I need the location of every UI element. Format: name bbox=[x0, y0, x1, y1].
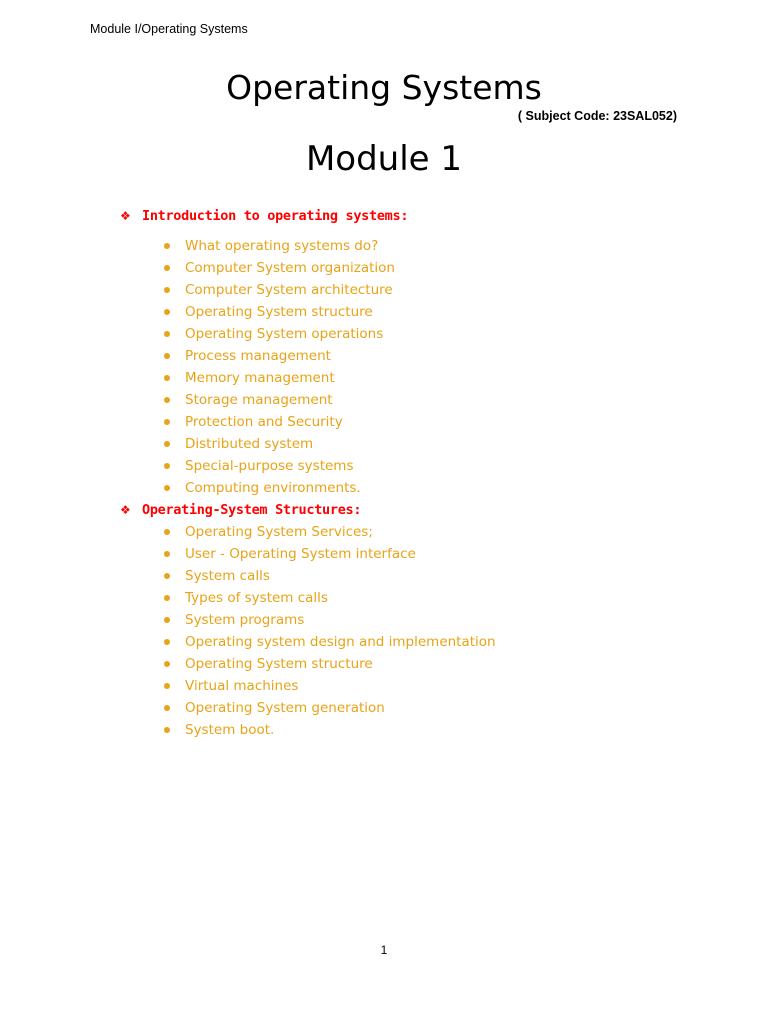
section-heading-text: Introduction to operating systems: bbox=[142, 208, 409, 224]
section-heading bbox=[120, 499, 496, 521]
list-item-text: What operating systems do? bbox=[185, 238, 379, 254]
topic-list bbox=[120, 521, 496, 741]
list-item-text: System boot. bbox=[185, 722, 275, 738]
bullet-icon bbox=[164, 353, 170, 359]
bullet-icon bbox=[164, 463, 170, 469]
list-item-text: Distributed system bbox=[185, 436, 314, 452]
bullet-icon bbox=[164, 397, 170, 403]
list-item bbox=[120, 653, 496, 675]
section-structures bbox=[120, 499, 496, 741]
document-title: Operating Systems bbox=[226, 68, 542, 107]
list-item bbox=[120, 565, 496, 587]
running-header: Module I/Operating Systems bbox=[90, 22, 248, 36]
list-item-text: Types of system calls bbox=[185, 590, 328, 606]
bullet-icon bbox=[164, 727, 170, 733]
list-item-text: Storage management bbox=[185, 392, 333, 408]
list-item bbox=[120, 543, 496, 565]
list-item bbox=[120, 697, 496, 719]
list-item bbox=[120, 345, 408, 367]
list-item bbox=[120, 455, 408, 477]
bullet-icon bbox=[164, 309, 170, 315]
list-item-text: Computer System organization bbox=[185, 260, 395, 276]
list-item-text: Computer System architecture bbox=[185, 282, 393, 298]
list-item-text: Operating System structure bbox=[185, 304, 373, 320]
list-item bbox=[120, 675, 496, 697]
list-item bbox=[120, 609, 496, 631]
bullet-icon bbox=[164, 639, 170, 645]
bullet-icon bbox=[164, 331, 170, 337]
section-heading-text: Operating-System Structures: bbox=[142, 502, 362, 518]
list-item-text: System calls bbox=[185, 568, 270, 584]
bullet-icon bbox=[164, 595, 170, 601]
list-item-text: Memory management bbox=[185, 370, 335, 386]
bullet-icon bbox=[164, 573, 170, 579]
list-item bbox=[120, 477, 408, 499]
list-item-text: Virtual machines bbox=[185, 678, 299, 694]
bullet-icon bbox=[164, 375, 170, 381]
list-item-text: Operating System generation bbox=[185, 700, 385, 716]
bullet-icon bbox=[164, 287, 170, 293]
topic-list bbox=[120, 235, 408, 499]
bullet-icon bbox=[164, 441, 170, 447]
page-number: 1 bbox=[380, 943, 388, 957]
list-item bbox=[120, 279, 408, 301]
list-item-text: Special-purpose systems bbox=[185, 458, 354, 474]
module-title: Module 1 bbox=[305, 139, 463, 179]
list-item-text: User - Operating System interface bbox=[185, 546, 416, 562]
bullet-icon bbox=[164, 485, 170, 491]
list-item-text: Computing environments. bbox=[185, 480, 361, 496]
list-item bbox=[120, 323, 408, 345]
list-item bbox=[120, 587, 496, 609]
bullet-icon bbox=[164, 683, 170, 689]
list-item bbox=[120, 719, 496, 741]
list-item bbox=[120, 521, 496, 543]
section-introduction bbox=[120, 205, 408, 499]
list-item bbox=[120, 235, 408, 257]
list-item bbox=[120, 433, 408, 455]
list-item bbox=[120, 367, 408, 389]
bullet-icon bbox=[164, 705, 170, 711]
bullet-icon bbox=[164, 529, 170, 535]
list-item-text: Protection and Security bbox=[185, 414, 343, 430]
bullet-icon bbox=[164, 265, 170, 271]
list-item bbox=[120, 389, 408, 411]
bullet-icon bbox=[164, 243, 170, 249]
subject-code: ( Subject Code: 23SAL052) bbox=[517, 109, 677, 123]
section-heading bbox=[120, 205, 408, 227]
list-item bbox=[120, 631, 496, 653]
list-item-text: System programs bbox=[185, 612, 305, 628]
bullet-icon bbox=[164, 617, 170, 623]
list-item bbox=[120, 257, 408, 279]
bullet-icon bbox=[164, 661, 170, 667]
diamond-bullet-icon: ❖ bbox=[120, 209, 131, 223]
diamond-bullet-icon: ❖ bbox=[120, 503, 131, 517]
list-item bbox=[120, 411, 408, 433]
bullet-icon bbox=[164, 551, 170, 557]
list-item-text: Process management bbox=[185, 348, 331, 364]
list-item-text: Operating system design and implementation bbox=[185, 634, 496, 650]
list-item-text: Operating System structure bbox=[185, 656, 373, 672]
list-item-text: Operating System Services; bbox=[185, 524, 373, 540]
bullet-icon bbox=[164, 419, 170, 425]
list-item-text: Operating System operations bbox=[185, 326, 384, 342]
list-item bbox=[120, 301, 408, 323]
